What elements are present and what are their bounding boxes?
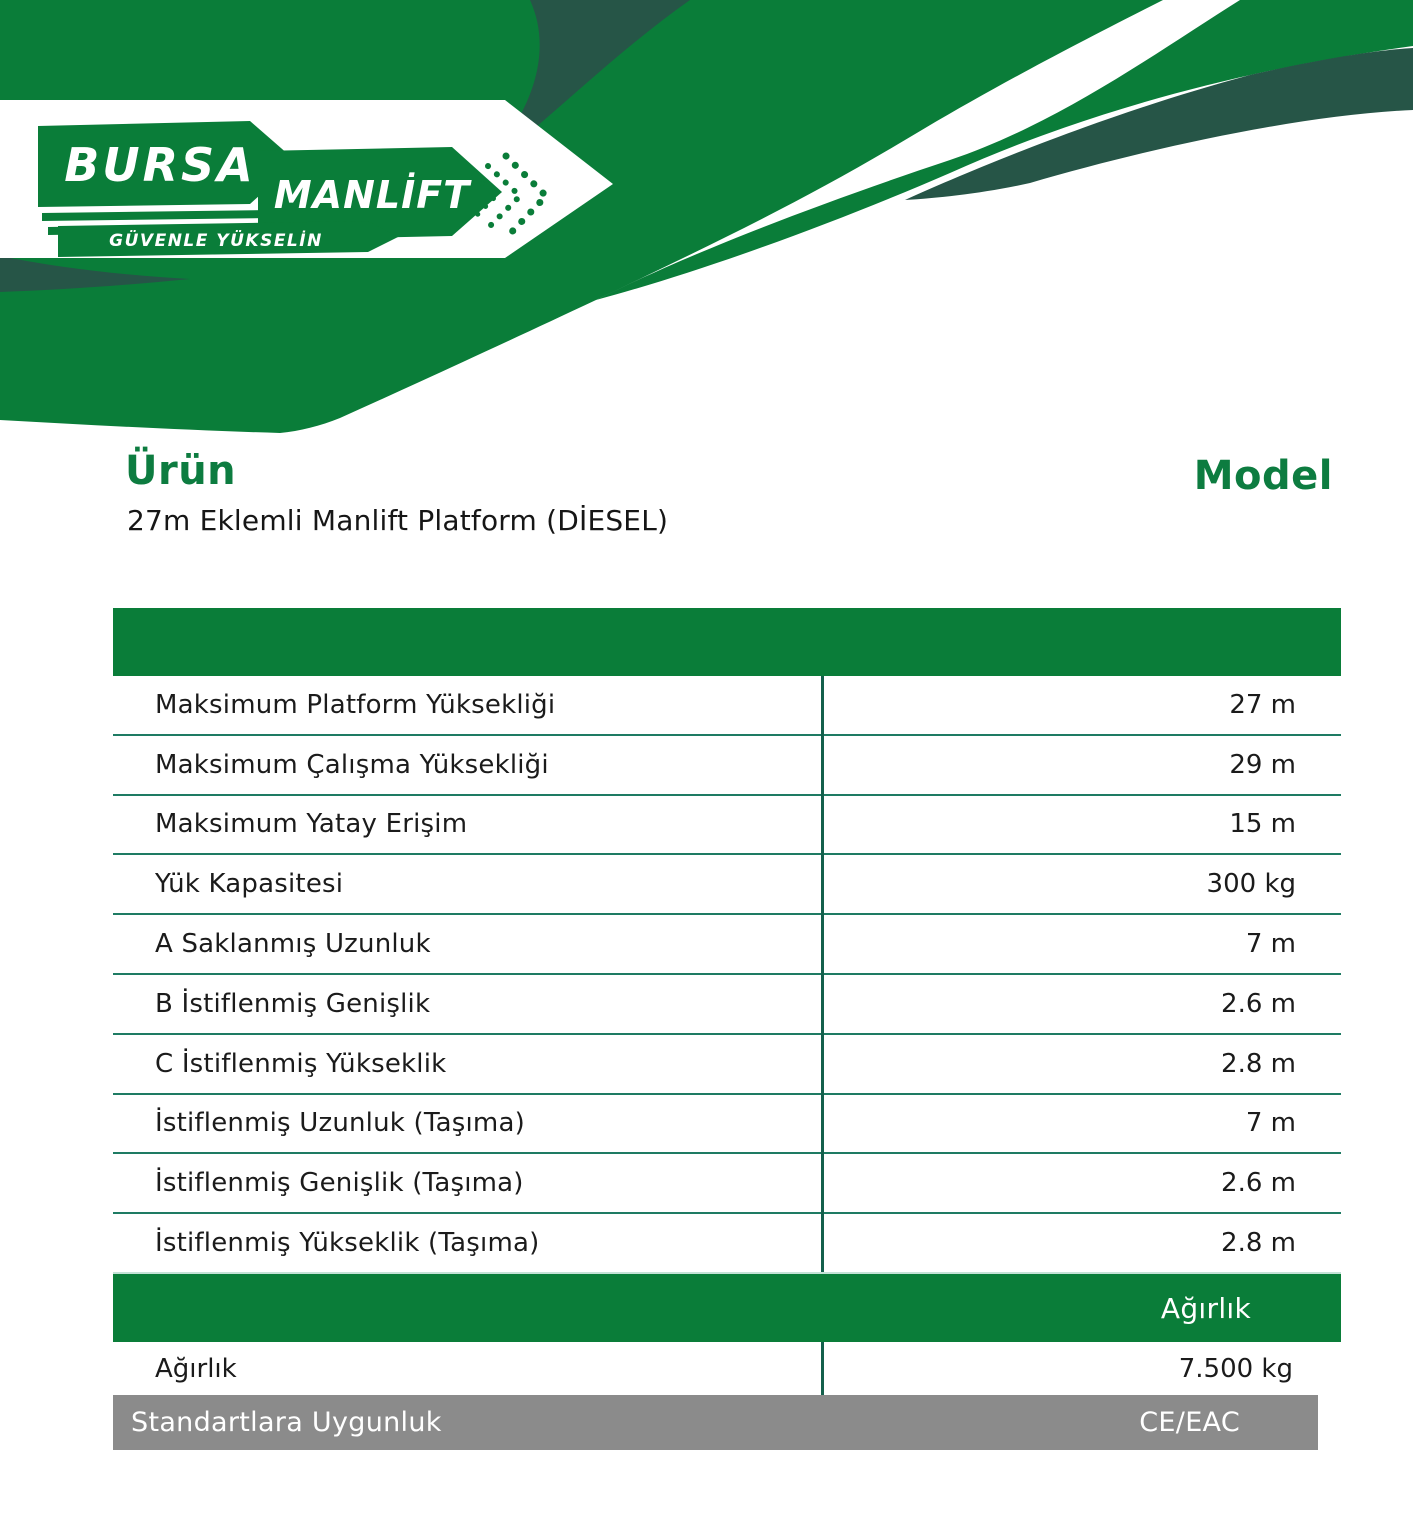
weight-header-bar [113, 1272, 1341, 1342]
spec-label: İstiflenmiş Yükseklik (Taşıma) [155, 1228, 540, 1259]
product-section-label: Ürün [125, 448, 237, 494]
table-row [113, 1154, 1341, 1214]
spec-label: Yük Kapasitesi [155, 869, 344, 900]
spec-label: Maksimum Çalışma Yüksekliği [155, 749, 549, 780]
weight-label: Ağırlık [155, 1353, 237, 1384]
spec-label: İstiflenmiş Genişlik (Taşıma) [155, 1168, 524, 1199]
table-row [113, 1035, 1341, 1095]
table-row [113, 975, 1341, 1035]
spec-label: Maksimum Platform Yüksekliği [155, 689, 556, 720]
logo-brand-primary: BURSA [64, 138, 256, 192]
table-row [113, 855, 1341, 915]
table-row [113, 796, 1341, 856]
spec-value: 2.8 m [1221, 1228, 1296, 1259]
spec-table [113, 608, 1341, 1395]
product-name: 27m Eklemli Manlift Platform (DİESEL) [127, 504, 669, 537]
spec-value: 7 m [1245, 1108, 1296, 1139]
spec-value: 2.8 m [1221, 1048, 1296, 1079]
weight-value: 7.500 kg [1178, 1353, 1293, 1384]
standards-value: CE/EAC [1139, 1407, 1240, 1438]
logo-brand-secondary: MANLİFT [273, 173, 471, 217]
table-row [113, 676, 1341, 736]
spec-value: 2.6 m [1221, 1168, 1296, 1199]
spec-value: 15 m [1229, 809, 1296, 840]
standards-label: Standartlara Uygunluk [131, 1407, 442, 1438]
spec-value: 2.6 m [1221, 988, 1296, 1019]
spec-label: Maksimum Yatay Erişim [155, 809, 468, 840]
spec-label: İstiflenmiş Uzunluk (Taşıma) [155, 1108, 525, 1139]
table-header-bar [113, 608, 1341, 676]
weight-row [113, 1342, 1341, 1395]
spec-value: 29 m [1229, 749, 1296, 780]
table-row [113, 736, 1341, 796]
standards-bar [113, 1395, 1318, 1450]
spec-value: 7 m [1245, 929, 1296, 960]
table-row [113, 1095, 1341, 1155]
weight-header-label: Ağırlık [1160, 1291, 1251, 1325]
spec-value: 300 kg [1206, 869, 1296, 900]
table-rows [113, 676, 1341, 1272]
logo-tagline: GÜVENLE YÜKSELİN [109, 231, 323, 251]
spec-label: A Saklanmış Uzunluk [155, 929, 431, 960]
header-artwork [0, 0, 1413, 445]
spec-label: C İstiflenmiş Yükseklik [155, 1048, 447, 1079]
column-divider [821, 1342, 824, 1395]
column-divider [821, 676, 824, 1272]
table-row [113, 915, 1341, 975]
spec-label: B İstiflenmiş Genişlik [155, 988, 431, 1019]
table-row [113, 1214, 1341, 1272]
model-section-label: Model [1193, 453, 1333, 499]
spec-value: 27 m [1229, 689, 1296, 720]
